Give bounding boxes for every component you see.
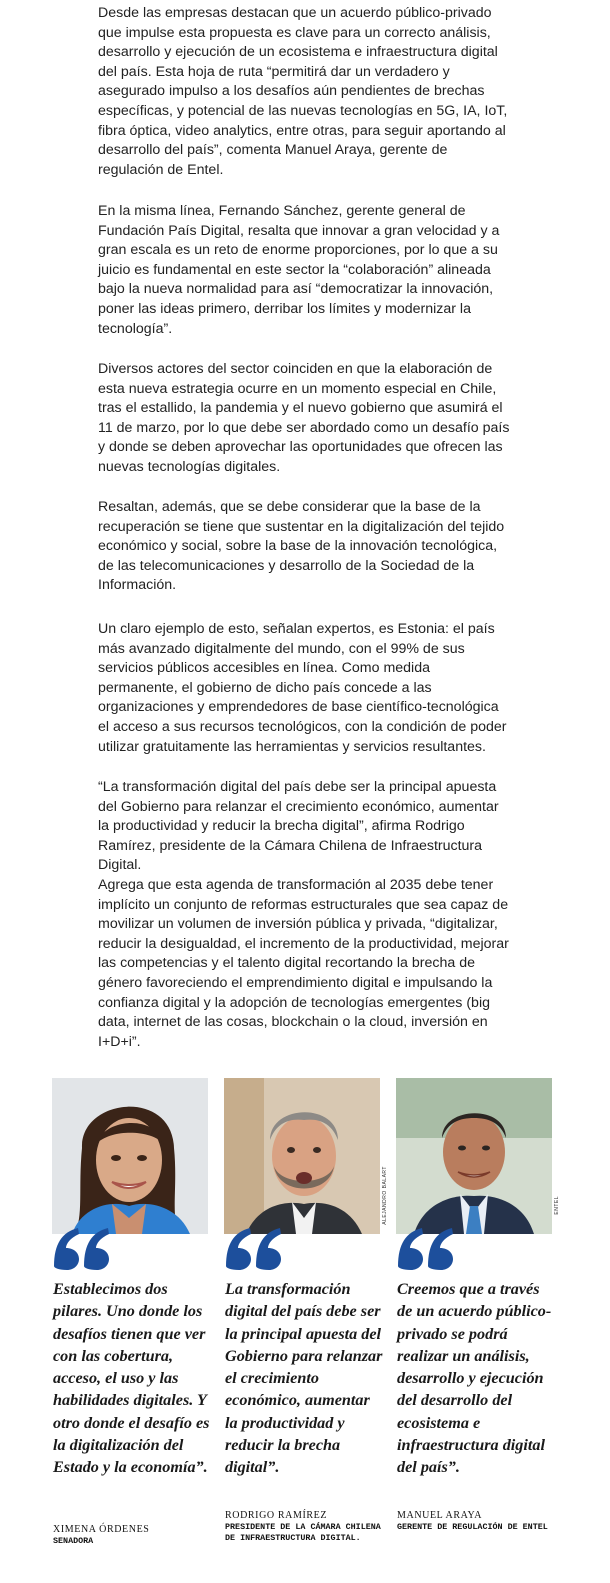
quote-card-ordenes	[52, 1078, 212, 1578]
article-paragraph: “La transformación digital del país debe ser la principal apuesta del Gobierno para relanzar el crecimiento económico, aumentar la productividad y reducir la brecha digital”, afirma Rodrigo Ramírez, presidente de la Cámara Chilena de Infraestructura Digital.	[98, 779, 499, 874]
double-quote-icon	[52, 1226, 112, 1270]
quote-attribution	[225, 1510, 383, 1543]
speaker-name: XIMENA ÓRDENES	[53, 1524, 150, 1535]
portrait-photo	[52, 1078, 208, 1234]
article-paragraph: Un claro ejemplo de esto, señalan expertos, es Estonia: el país más avanzado digitalmente del mundo, con el 99% de sus servicios públicos accesibles en línea. Como medida permanente, el gobierno de dicho país concede a las organizaciones y emprendedores de base científico-tecnológica el acceso a sus recursos tecnológicos, con la condición de poder utilizar gratuitamente las herramientas y servicios resultantes.	[98, 621, 507, 755]
speaker-name: RODRIGO RAMÍREZ	[225, 1510, 328, 1521]
speaker-role: GERENTE DE REGULACIÓN DE ENTEL	[397, 1522, 548, 1532]
quote-card-ramirez	[224, 1078, 388, 1578]
portrait-woman-image	[52, 1078, 208, 1234]
article-paragraph: En la misma línea, Fernando Sánchez, gerente general de Fundación País Digital, resalta que innovar a gran velocidad y a gran escala es un reto de enorme proporciones, por lo que a su juicio es fundamental en este sector la “colaboración” alineada bajo la nueva normalidad para así “democratizar la innovación, poner las ideas primero, derribar los límites y modernizar la tecnología”.	[98, 203, 500, 337]
article-paragraph: Agrega que esta agenda de transformación al 2035 debe tener implícito un conjunto de reformas estructurales que sea capaz de movilizar un volumen de inversión pública y privada, “digitalizar, reducir la desigualdad, el incremento de la productividad, mejorar las competencias y el talento digital recortando la brecha de género favoreciendo el emprendimiento digital e impulsando la confianza digital y la adopción de tecnologías emergentes (big data, internet de las cosas, blockchain o la cloud, inversión en I+D+i”.	[98, 877, 509, 1050]
photo-credit: ENTEL	[554, 1196, 560, 1215]
portrait-man-suit-image	[396, 1078, 552, 1234]
quote-card-araya	[396, 1078, 560, 1578]
double-quote-icon	[396, 1226, 456, 1270]
quote-attribution	[397, 1510, 555, 1533]
portrait-man-gray-hair-image	[224, 1078, 380, 1234]
article-paragraph: Diversos actores del sector coinciden en que la elaboración de esta nueva estrategia ocurre en un momento especial en Chile, tras el estallido, la pandemia y el nuevo gobierno que asumirá el 11 de marzo, por lo que debe ser abordado como un desafío país y donde se deben aprovechar las oportunidades que ofrecen las nuevas tecnologías digitales.	[98, 361, 510, 475]
quotes-section	[52, 1078, 562, 1578]
speaker-name: MANUEL ARAYA	[397, 1510, 483, 1521]
article-paragraph: Desde las empresas destacan que un acuerdo público-privado que impulse esta propuesta es clave para un correcto análisis, desarrollo y ejecución de un ecosistema e infraestructura digital del país. Esta hoja de ruta “permitirá dar un verdadero y asegurado impulso a los desafíos aún pendientes de brechas específicas, y potencial de las nuevas tecnologías en 5G, IA, IoT, fibra óptica, video analytics, entre otras, para seguir aportando al desarrollo del país”, comenta Manuel Araya, gerente de regulación de Entel.	[98, 5, 508, 178]
portrait-photo	[396, 1078, 552, 1234]
quote-text: La transformación digital del país debe ser la principal apuesta del Gobierno para relanzar el crecimiento económico, aumentar la productividad y reducir la brecha digital”.	[225, 1280, 383, 1477]
speaker-role: SENADORA	[53, 1536, 94, 1546]
double-quote-icon	[224, 1226, 284, 1270]
quote-attribution	[53, 1524, 211, 1547]
article-paragraph: Resaltan, además, que se debe considerar que la base de la recuperación se tiene que sustentar en la digitalización del tejido económico y social, sobre la base de la innovación tecnológica, de las telecomunicaciones y desarrollo de la Sociedad de la Información.	[98, 499, 505, 594]
portrait-photo	[224, 1078, 380, 1234]
quote-text: Creemos que a través de un acuerdo público-privado se podrá realizar un análisis, desarrollo y ejecución del desarrollo del ecosistema e infraestructura digital del país”.	[397, 1280, 552, 1477]
quote-text: Establecimos dos pilares. Uno donde los desafíos tienen que ver con las cobertura, acceso, el uso y las habilidades digitales. Y otro donde el desafío es la digitalización del Estado y la economía”.	[53, 1280, 210, 1477]
speaker-role: PRESIDENTE DE LA CÁMARA CHILENA DE INFRAESTRUCTURA DIGITAL.	[225, 1522, 381, 1543]
photo-credit: ALEJANDRO BALART	[382, 1166, 388, 1225]
